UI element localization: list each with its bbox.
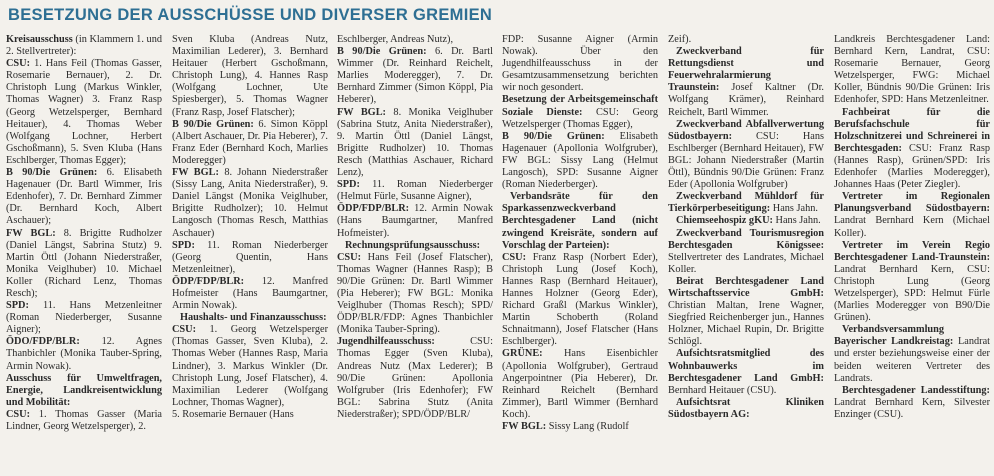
paragraph-heading: CSU: bbox=[502, 251, 527, 263]
paragraph-text: Landrat Bernhard Kern, Silvester Enzinger (CSU). bbox=[834, 396, 990, 420]
paragraph-heading: B 90/Die Grünen: bbox=[6, 167, 98, 179]
paragraph bbox=[337, 240, 493, 252]
paragraph-heading: CSU: bbox=[6, 408, 31, 420]
paragraph bbox=[337, 34, 493, 46]
paragraph-heading: B 90/Die Grünen: bbox=[172, 118, 254, 130]
paragraph bbox=[502, 94, 658, 130]
paragraph-heading: Verbandsräte für den Sparkassenzweckverband Berchtesgadener Land (nicht zwingend Kreisräte, sondern auf Vorschlag der Parteien): bbox=[502, 191, 658, 251]
paragraph-text: Hans Eisenbichler (Apollonia Wolfgruber), Gertraud Angerpointner (Pia Heberer), Dr. Reinhard Reichelt (Bernhard Zimmer), Bartl Wimmer (Bernhard Koch). bbox=[502, 348, 658, 420]
paragraph-text: 11. Roman Niederberger (Georg Quentin, Hans Metzenleitner), bbox=[172, 239, 328, 275]
paragraph-text: Landrat Bernhard Kern, CSU: Christoph Lung (Georg Wetzelsperger), SPD: Helmut Fürle (Marlies Moderegger von B90/Die Grünen). bbox=[834, 263, 990, 324]
paragraph-heading: Zweckverband Tourismusregion Berchtesgaden Königssee: bbox=[668, 227, 824, 251]
paragraph bbox=[502, 131, 658, 191]
paragraph-heading: SPD: bbox=[172, 239, 195, 251]
paragraph-text: Sissy Lang (Rudolf bbox=[546, 421, 629, 432]
paragraph bbox=[834, 107, 990, 192]
paragraph-text: Franz Rasp (Norbert Eder), Christoph Lung (Josef Koch), Hannes Rasp (Bernhard Heitauer), Hannes Holzner (Georg Eder), Richard Graßl (Markus Winkler), Martin Schoberth (Roland Schnaitmann), Josef Flatscher (Hans Eschlberger). bbox=[502, 251, 658, 348]
paragraph-text: Hans Jahn. bbox=[770, 203, 818, 215]
paragraph-heading: ÖDO/FDP/BLR: bbox=[6, 336, 80, 348]
paragraph-heading: Aufsichtsratsmitglied des Wohnbauwerks im Berchtesgadener Land GmbH: bbox=[668, 348, 824, 384]
paragraph-text: 6. Dr. Bartl Wimmer (Dr. Reinhard Reichelt, Marlies Moderegger), 7. Dr. Bernhard Zimmer (Simon Köppl, Pia Heberer), bbox=[337, 46, 493, 106]
paragraph-heading: FW BGL: bbox=[337, 106, 386, 118]
paragraph-heading: Zweckverband Abfallverwertung Südostbayern: bbox=[668, 118, 824, 142]
paragraph-text: Josef Kaltner (Dr. Wolfgang Krämer), Reinhard Reichelt, Bartl Wimmer. bbox=[668, 82, 824, 118]
paragraph bbox=[6, 167, 162, 227]
paragraph bbox=[668, 215, 824, 227]
paragraph-text: CSU: Hans Eschlberger (Bernhard Heitauer), FW BGL: Johann Niederstraßer (Martin Öttl), Bündnis 90/Die Grünen: Franz Eder (Apollonia Wolfgruber) bbox=[668, 130, 824, 191]
paragraph bbox=[172, 276, 328, 312]
paragraph bbox=[337, 252, 493, 337]
column-4 bbox=[502, 34, 658, 474]
paragraph-heading: Chiemseehospiz gKU: bbox=[676, 215, 773, 227]
paragraph bbox=[668, 228, 824, 276]
paragraph-heading: Vertreter im Regionalen Planungsverband Südostbayern: bbox=[834, 191, 990, 215]
paragraph-heading: Berchtesgadener Landesstiftung: bbox=[842, 384, 990, 396]
paragraph bbox=[668, 46, 824, 119]
paragraph bbox=[6, 336, 162, 372]
paragraph bbox=[502, 252, 658, 349]
paragraph-text: Hans Feil (Josef Flatscher), Thomas Wagner (Hannes Rasp); B 90/Die Grünen: Dr. Bartl Wimmer (Pia Heberer); FW BGL: Monika Veiglhuber (Thomas Resch); SPD/ÖDP/BLR/FDP: Agnes Thanbichler (Monika Tauber-Spring). bbox=[337, 251, 493, 336]
paragraph bbox=[337, 179, 493, 203]
paragraph-heading: Haushalts- und Finanzausschuss: bbox=[180, 312, 327, 324]
paragraph bbox=[834, 324, 990, 384]
paragraph-heading: Vertreter im Verein Regio Berchtesgadener Land-Traunstein: bbox=[834, 239, 990, 263]
paragraph-text: (in Klammern 1. und 2. Stellvertreter): bbox=[6, 34, 162, 58]
column-6 bbox=[834, 34, 990, 474]
paragraph bbox=[668, 119, 824, 192]
paragraph-text: Elisabeth Hagenauer (Apollonia Wolfgruber), FW BGL: Sissy Lang (Helmut Langosch), SPD: Susanne Aigner (Roman Niederberger). bbox=[502, 130, 658, 191]
paragraph bbox=[337, 107, 493, 180]
paragraph-heading: Rechnungsprüfungsausschuss: bbox=[345, 239, 481, 251]
paragraph-heading: ÖDP/FDP/BLR: bbox=[337, 203, 410, 215]
paragraph-text: 12. Agnes Thanbichler (Monika Tauber-Spring, Armin Nowak). bbox=[6, 336, 162, 372]
column-1 bbox=[6, 34, 162, 474]
paragraph-heading: CSU: bbox=[6, 58, 31, 70]
article-columns bbox=[6, 34, 990, 474]
paragraph-heading: Zweckverband für Rettungsdienst und Feuerwehralarmierung Traunstein: bbox=[668, 46, 824, 94]
paragraph bbox=[172, 119, 328, 167]
paragraph-text: 6. Simon Köppl (Albert Aschauer, Dr. Pia Heberer), 7. Franz Eder (Bernhard Koch, Marlies Moderegger) bbox=[172, 118, 328, 166]
column-2 bbox=[172, 34, 328, 474]
paragraph bbox=[172, 409, 328, 421]
paragraph bbox=[172, 167, 328, 240]
paragraph bbox=[502, 191, 658, 251]
article-title: BESETZUNG DER AUSSCHÜSSE UND DIVERSER GREMIEN bbox=[8, 6, 493, 24]
paragraph-heading: B 90/Die Grünen: bbox=[337, 46, 427, 58]
paragraph-heading: ÖDP/FDP/BLR: bbox=[172, 275, 245, 287]
paragraph-heading: Jugendhilfeausschuss: bbox=[337, 336, 435, 348]
paragraph-text: Stellvertreter des Landrates, Michael Koller. bbox=[668, 251, 824, 275]
paragraph-text: Sven Kluba (Andreas Nutz, Maximilian Lederer), 3. Bernhard Heitauer (Herbert Gschoßmann, Christoph Lung), 4. Hannes Rasp (Wolfgang Lochner, Ute Spiesberger), 5. Thomas Wagner (Franz Rasp, Josef Flatscher); bbox=[172, 34, 328, 118]
paragraph-text: Landkreis Berchtesgadener Land: Bernhard Kern, Landrat, CSU: Rosemarie Bernauer, Georg Wetzelsperger, FWG: Michael Koller, Bündnis 90/Die Grünen: Iris Edenhofer, SPD: Hans Metzenleitner. bbox=[834, 34, 990, 106]
paragraph-heading: Ausschuss für Umweltfragen, Energie, Landkreisentwicklung und Mobilität: bbox=[6, 372, 162, 408]
paragraph-heading: Kreisausschuss bbox=[6, 34, 73, 45]
paragraph-text: FDP: Susanne Aigner (Armin Nowak). Über den Jugendhilfeausschuss in der Gesamtzusammensetzung berichten wir noch gesondert. bbox=[502, 34, 658, 94]
paragraph bbox=[834, 191, 990, 239]
paragraph-text: Landrat Bernhard Kern (Michael Koller). bbox=[834, 215, 990, 239]
paragraph bbox=[668, 276, 824, 349]
paragraph-text: Hans Jahn. bbox=[772, 215, 821, 227]
paragraph-text: CSU: Thomas Egger (Sven Kluba), Andreas Nutz (Max Lederer); B 90/Die Grünen: Apollonia Wolfgruber (Iris Edenhofer); FW BGL: Sabrina Stutz (Anita Niederstraßer); SPD/ÖDP/BLR/ bbox=[337, 336, 493, 420]
paragraph bbox=[6, 373, 162, 409]
paragraph bbox=[668, 348, 824, 396]
paragraph bbox=[502, 348, 658, 421]
paragraph bbox=[668, 397, 824, 421]
paragraph bbox=[172, 324, 328, 409]
paragraph bbox=[6, 300, 162, 336]
paragraph-text: 6. Elisabeth Hagenauer (Dr. Bartl Wimmer, Iris Edenhofer), 7. Dr. Bernhard Zimmer (Dr. Bernhard Koch, Albert Aschauer); bbox=[6, 167, 162, 227]
paragraph-heading: FW BGL: bbox=[6, 227, 56, 239]
paragraph-text: 12. Armin Nowak (Hans Baumgartner, Manfred Hofmeister). bbox=[337, 203, 493, 239]
column-5 bbox=[668, 34, 824, 474]
column-3 bbox=[337, 34, 493, 474]
paragraph-text: Zeif). bbox=[668, 34, 692, 45]
paragraph-heading: FW BGL: bbox=[172, 167, 219, 179]
paragraph bbox=[834, 34, 990, 107]
paragraph-heading: Fachbeirat für die Berufsfachschule für Holzschnitzerei und Schreinerei in Berchtesgaden: bbox=[834, 106, 990, 154]
paragraph-text: 1. Thomas Gasser (Maria Lindner, Georg Wetzelsperger), 2. bbox=[6, 408, 162, 432]
paragraph-text: 8. Johann Niederstraßer (Sissy Lang, Anita Niederstraßer), 9. Daniel Längst (Monika Veiglhuber, Brigitte Rudholzer); 10. Helmut Langosch (Thomas Resch, Matthias Aschauer) bbox=[172, 167, 328, 239]
paragraph bbox=[6, 34, 162, 58]
paragraph-heading: SPD: bbox=[6, 300, 29, 312]
paragraph bbox=[502, 34, 658, 94]
paragraph bbox=[834, 240, 990, 325]
paragraph bbox=[6, 409, 162, 433]
paragraph-text: 5. Rosemarie Bernauer (Hans bbox=[172, 408, 294, 420]
paragraph bbox=[668, 191, 824, 215]
paragraph bbox=[834, 385, 990, 421]
paragraph bbox=[172, 34, 328, 119]
paragraph bbox=[502, 421, 658, 433]
paragraph-text: Christian Maltan, Irene Wagner, Siegfried Reichenberger jun., Hannes Holzner, Michael Rupin, Dr. Brigitte Schlögl. bbox=[668, 300, 824, 348]
paragraph-text: 11. Roman Niederberger (Helmut Fürle, Susanne Aigner), bbox=[337, 179, 493, 203]
paragraph bbox=[337, 336, 493, 421]
paragraph-text: Landrat und erster beziehungsweise einer der beiden weiteren Vertreter des Landrats. bbox=[834, 336, 990, 384]
paragraph-heading: FW BGL: bbox=[502, 421, 547, 432]
paragraph bbox=[6, 58, 162, 167]
paragraph-text: 1. Hans Feil (Thomas Gasser, Rosemarie Bernauer), 2. Dr. Christoph Lung (Markus Winkler, Thomas Wagner) 3. Franz Rasp (Georg Wetzelsperger, Bernhard Heitauer), 4. Thomas Weber (Wolfgang Lochner, Herbert Gschoßmann), 5. Sven Kluba (Hans Eschlberger, Thomas Egger); bbox=[6, 58, 162, 166]
paragraph-text: 8. Brigitte Rudholzer (Daniel Längst, Sabrina Stutz) 9. Martin Öttl (Johann Niederstraßer, Monika Veiglhuber) 10. Michael Koller (Richard Lenz, Thomas Resch); bbox=[6, 227, 162, 299]
paragraph bbox=[172, 312, 328, 324]
paragraph-text: Eschlberger, Andreas Nutz), bbox=[337, 34, 454, 45]
paragraph bbox=[337, 203, 493, 239]
paragraph-text: 1. Georg Wetzelsperger (Thomas Gasser, Sven Kluba), 2. Thomas Weber (Hannes Rasp, Maria Lindner), 3. Markus Winkler (Dr. Christoph Lung, Josef Flatscher), 4. Maximilian Lederer (Wolfgang Lochner, Thomas Wagner), bbox=[172, 324, 328, 408]
paragraph-text: CSU: Franz Rasp (Hannes Rasp), Grünen/SPD: Iris Edenhofer (Marlies Moderegger), Johannes Haas (Peter Ziegler). bbox=[834, 142, 990, 191]
paragraph-text: Bernhard Heitauer (CSU). bbox=[668, 384, 777, 396]
paragraph-heading: Aufsichtsrat Kliniken Südostbayern AG: bbox=[668, 396, 824, 420]
paragraph-heading: Beirat Berchtesgadener Land Wirtschaftsservice GmbH: bbox=[668, 275, 824, 299]
paragraph-heading: Besetzung der Arbeitsgemeinschaft Soziale Dienste: bbox=[502, 94, 658, 118]
paragraph-heading: SPD: bbox=[337, 179, 360, 191]
paragraph-text: 11. Hans Metzenleitner (Roman Niederberger, Susanne Aigner); bbox=[6, 300, 162, 336]
paragraph bbox=[172, 240, 328, 276]
paragraph bbox=[668, 34, 824, 46]
paragraph bbox=[6, 228, 162, 301]
paragraph-heading: Verbandsversammlung Bayerischer Landkreistag: bbox=[834, 324, 954, 348]
paragraph-heading: Zweckverband Mühldorf für Tierkörperbeseitigung: bbox=[668, 191, 824, 215]
paragraph-heading: GRÜNE: bbox=[502, 348, 543, 360]
paragraph bbox=[337, 46, 493, 106]
paragraph-text: CSU: Georg Wetzelsperger (Thomas Egger), bbox=[502, 106, 658, 130]
paragraph-text: 8. Monika Veiglhuber (Sabrina Stutz, Anita Niederstraßer), 9. Martin Öttl (Daniel Längst, Brigitte Rudholzer) 10. Thomas Resch (Matthias Aschauer, Richard Lenz), bbox=[337, 106, 493, 179]
paragraph-heading: CSU: bbox=[172, 324, 197, 336]
paragraph-heading: CSU: bbox=[337, 251, 362, 263]
paragraph-text: 12. Manfred Hofmeister (Hans Baumgartner, Armin Nowak). bbox=[172, 275, 328, 312]
paragraph-heading: B 90/Die Grünen: bbox=[502, 130, 605, 142]
